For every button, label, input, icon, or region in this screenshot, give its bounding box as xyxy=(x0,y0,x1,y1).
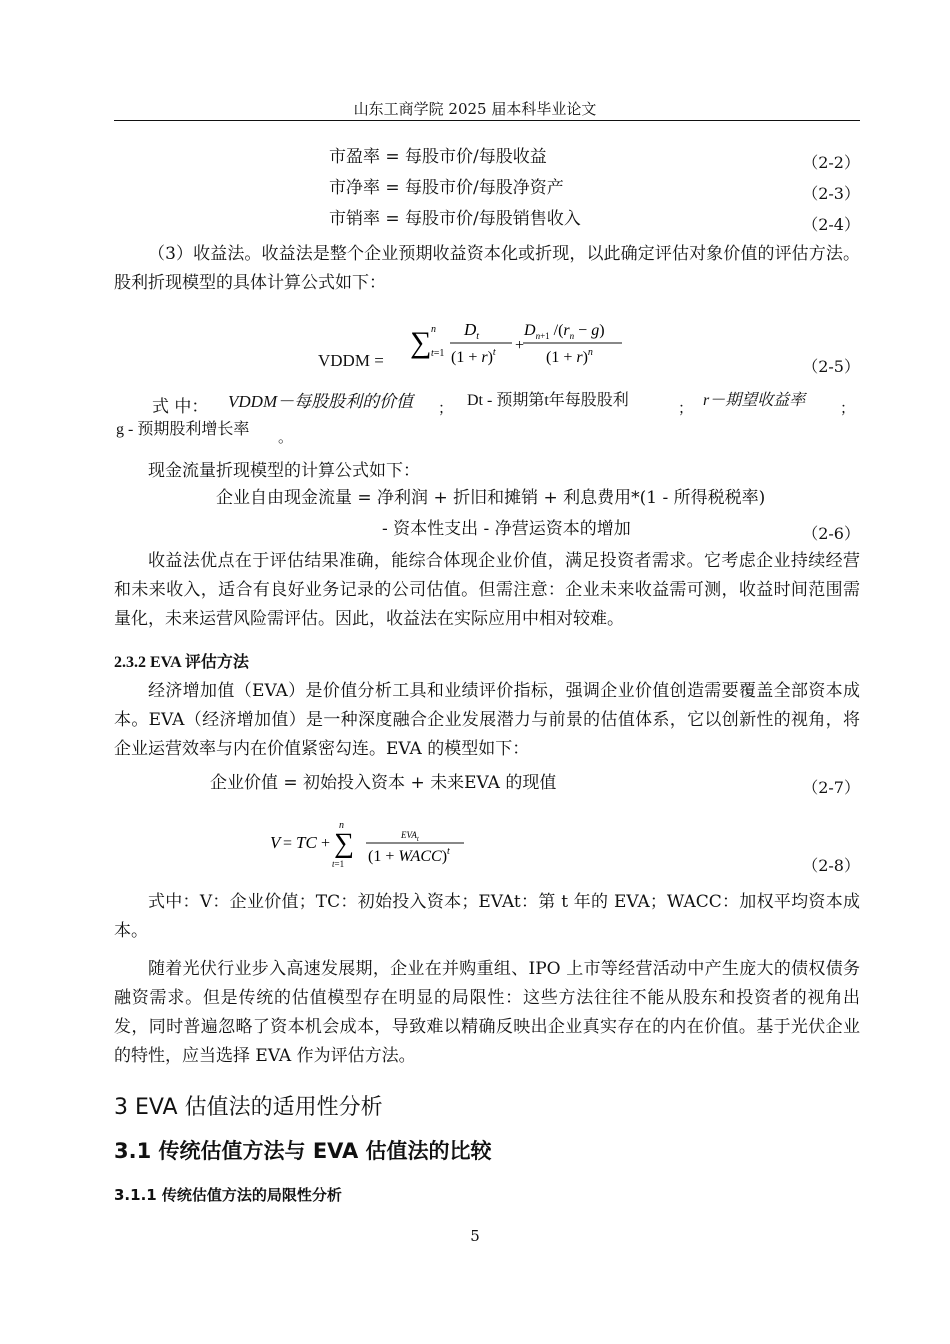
svg-text:Dn+1 /(rn − g): $D_n+1$ $/(r_n - g)$ xyxy=(524,322,605,341)
eva-intro-paragraph xyxy=(114,677,860,764)
income-method-text: （3）收益法。收益法是整个企业预期收益资本化或折现，以此确定评估对象价值的评估方法。股利折现模型的具体计算公式如下： xyxy=(114,244,860,293)
svg-text:+: + xyxy=(515,337,525,354)
eva-choice-paragraph xyxy=(114,955,860,1071)
page-number: 5 xyxy=(470,1227,480,1245)
svg-text:=: = xyxy=(283,835,293,852)
eq-number-2-5: （2-5） xyxy=(802,357,860,376)
eva-variables-paragraph xyxy=(114,888,860,946)
svg-text:(1 + r)n: $(1 + r)^n$ xyxy=(546,347,593,366)
svg-text:TC: TC xyxy=(296,833,317,852)
header-rule xyxy=(114,120,860,121)
svg-text:(1 + r)t: $(1 + r)^t$ xyxy=(451,347,496,366)
eq-number-2-8: （2-8） xyxy=(802,856,860,875)
income-method-evaluation xyxy=(114,547,860,634)
eva-variables-text: 式中：V：企业价值；TC：初始投入资本；EVAt：第 t 年的 EVA；WACC：加权平均资本成本。 xyxy=(114,892,860,941)
formula-ps: 市销率 = 每股市价/每股销售收入 xyxy=(329,209,581,229)
formula-eva-value: 企业价值 = 初始投入资本 + 未来EVA 的现值 xyxy=(210,773,557,793)
heading-3-1: 3.1 传统估值方法与 EVA 估值法的比较 xyxy=(114,1139,492,1163)
svg-text:∑: ∑ xyxy=(334,828,354,859)
svg-text:n: n xyxy=(431,324,436,335)
eva-formula xyxy=(268,818,478,872)
svg-text:(1 + WACC)t: (1 + WACC)$^t$ xyxy=(368,846,450,865)
formula-pe: 市盈率 = 每股市价/每股收益 xyxy=(329,147,547,167)
running-header: 山东工商学院 2025 届本科毕业论文 xyxy=(353,100,597,118)
vddm-label: VDDM = xyxy=(318,351,384,370)
heading-3-1-1: 3.1.1 传统估值方法的局限性分析 xyxy=(114,1186,342,1204)
legend-prefix: 式 中： xyxy=(152,397,209,417)
svg-text:Dt: $D_t$ xyxy=(464,320,480,342)
svg-text:+: + xyxy=(321,835,331,852)
eq-number-2-4: （2-4） xyxy=(802,215,860,234)
svg-text:t=1: t=1 xyxy=(332,859,345,869)
legend-end: 。 xyxy=(278,428,294,446)
eq-number-2-3: （2-3） xyxy=(802,184,860,203)
fcf-formula-line2: - 资本性支出 - 净营运资本的增加 xyxy=(382,519,631,539)
eva-intro-text: 经济增加值（EVA）是价值分析工具和业绩评价指标，强调企业价值创造需要覆盖全部资本成本。EVA（经济增加值）是一种深度融合企业发展潜力与前景的估值体系，它以创新性的视角，将企业运营效率与内在价值紧密勾连。EVA 的模型如下： xyxy=(114,681,860,759)
eq-number-2-6: （2-6） xyxy=(802,524,860,543)
legend-r: r－期望收益率 xyxy=(703,392,806,409)
eq-number-2-7: （2-7） xyxy=(802,778,860,797)
svg-text:V: V xyxy=(270,833,281,852)
svg-text:t=1: t=1 xyxy=(431,348,445,359)
formula-pb: 市净率 = 每股市价/每股净资产 xyxy=(329,178,564,198)
svg-text:∑: ∑ xyxy=(410,326,432,359)
fcf-formula-line1: 企业自由现金流量 = 净利润 + 折旧和摊销 + 利息费用*(1 - 所得税税率) xyxy=(216,488,766,508)
legend-dt: Dt - 预期第t年每股股利 xyxy=(467,392,629,409)
svg-text:n: n xyxy=(339,820,344,831)
legend-sep-1: ； xyxy=(438,399,454,417)
income-evaluation-text: 收益法优点在于评估结果准确，能综合体现企业价值，满足投资者需求。它考虑企业持续经营和未来收入，适合有良好业务记录的公司估值。但需注意：企业未来收益需可测，收益时间范围需量化，未来运营风险需评估。因此，收益法在实际应用中相对较难。 xyxy=(114,551,860,629)
legend-sep-2: ； xyxy=(678,399,694,417)
income-method-paragraph xyxy=(114,240,860,298)
heading-2-3-2: 2.3.2 EVA 评估方法 xyxy=(114,654,249,671)
legend-g: g - 预期股利增长率 xyxy=(116,421,250,438)
legend-vddm: VDDM－每股股利的价值 xyxy=(228,392,414,411)
svg-text:EVAt: $EVA_t$ xyxy=(401,830,419,843)
fcf-intro: 现金流量折现模型的计算公式如下： xyxy=(148,461,420,481)
vddm-formula xyxy=(408,310,638,372)
legend-sep-3: ； xyxy=(840,399,856,417)
eva-choice-text: 随着光伏行业步入高速发展期，企业在并购重组、IPO 上市等经营活动中产生庞大的债权债务融资需求。但是传统的估值模型存在明显的局限性：这些方法往往不能从股东和投资者的视角出发，同时普遍忽略了资本机会成本，导致难以精确反映出企业真实存在的内在价值。基于光伏企业的特性，应当选择 EVA 作为评估方法。 xyxy=(114,959,860,1066)
heading-3: 3 EVA 估值法的适用性分析 xyxy=(114,1095,383,1120)
eq-number-2-2: （2-2） xyxy=(802,153,860,172)
